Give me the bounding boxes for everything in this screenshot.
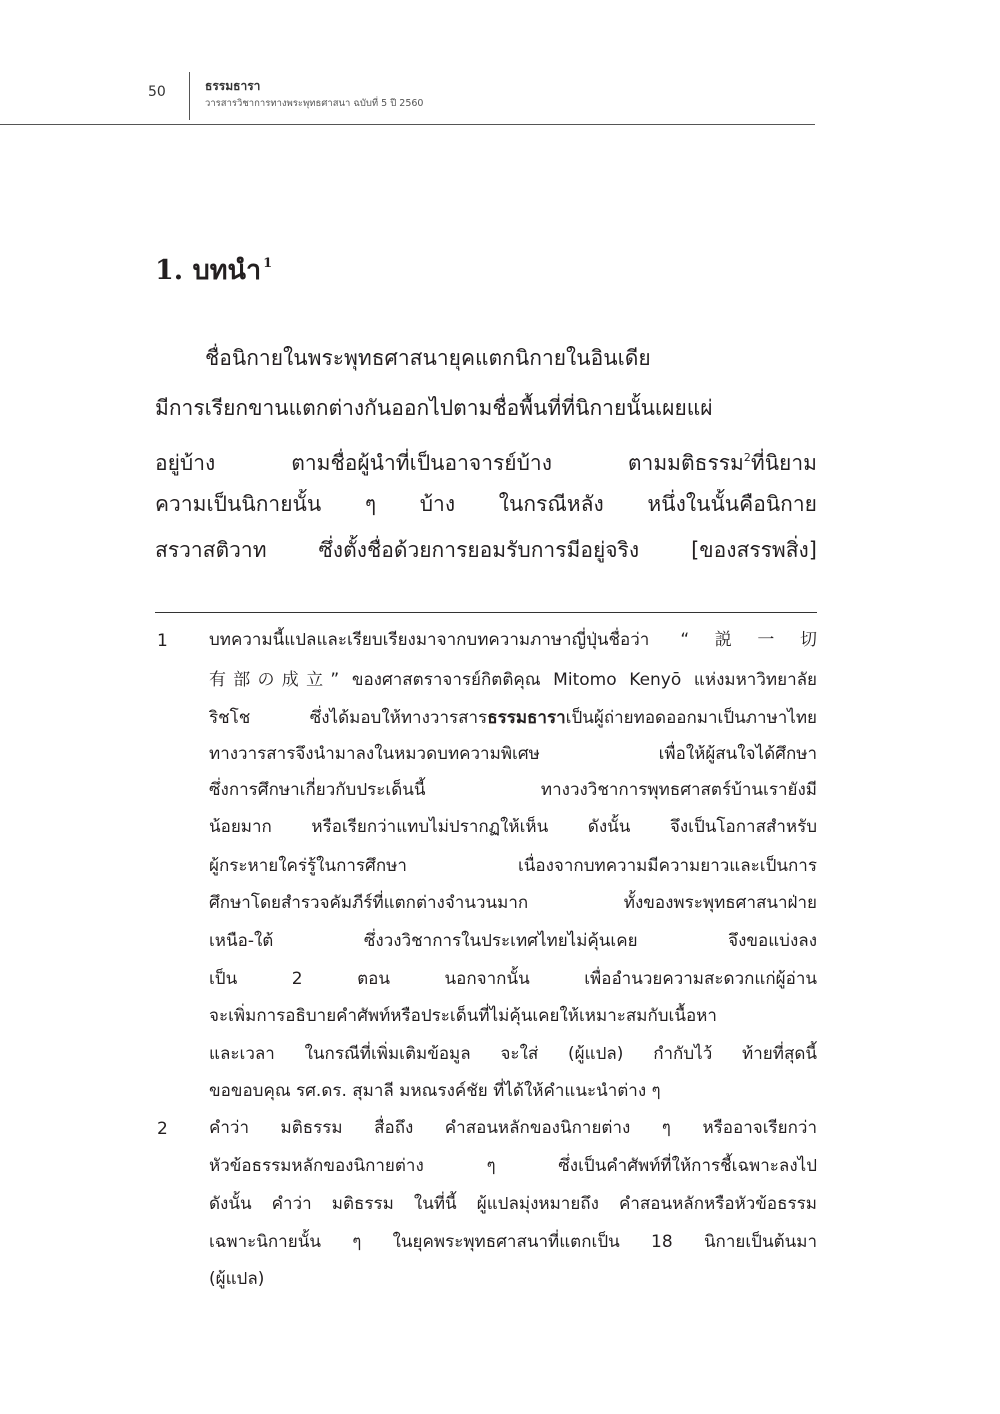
- footnote-line: หัวข้อธรรมหลักของนิกายต่าง ๆ ซึ่งเป็นคำศัพท์ที่ให้การชี้เฉพาะลงไป: [209, 1156, 817, 1176]
- footnote-line: และเวลา ในกรณีที่เพิ่มเติมข้อมูล จะใส่ (ผู้แปล) กำกับไว้ ท้ายที่สุดนี้: [209, 1044, 817, 1064]
- journal-name-bold: ธรรมธารา: [487, 708, 566, 728]
- section-heading: [155, 248, 272, 291]
- section-title: 1. บทนำ: [155, 255, 262, 286]
- header-rule: [0, 124, 815, 125]
- page-number: 50: [148, 84, 166, 100]
- footnote-text: ริชโช ซึ่งได้มอบให้ทางวารสาร: [209, 708, 488, 728]
- body-line-text: ที่นิยาม: [750, 451, 817, 475]
- footnote-line: คำว่า มติธรรม สื่อถึง คำสอนหลักของนิกายต่าง ๆ หรืออาจเรียกว่า: [209, 1118, 817, 1138]
- footnote-line: 有部の成立” ของศาสตราจารย์กิตติคุณ Mitomo Kenyō แห่งมหาวิทยาลัย: [209, 670, 817, 690]
- footnote-line: จะเพิ่มการอธิบายคำศัพท์หรือประเด็นที่ไม่คุ้นเคยให้เหมาะสมกับเนื้อหา: [209, 1006, 717, 1026]
- footnote-line: ผู้กระหายใคร่รู้ในการศึกษา เนื่องจากบทความมีความยาวและเป็นการ: [209, 856, 817, 876]
- body-line: สรวาสติวาท ซึ่งตั้งชื่อด้วยการยอมรับการมีอยู่จริง [ของสรรพสิ่ง]: [155, 538, 817, 562]
- footnote-line: บทความนี้แปลและเรียบเรียงมาจากบทความภาษาญี่ปุ่นชื่อว่า “説一切: [209, 630, 817, 650]
- body-line: มีการเรียกขานแตกต่างกันออกไปตามชื่อพื้นที่ที่นิกายนั้นเผยแผ่: [155, 396, 713, 420]
- footnote-line: ซึ่งการศึกษาเกี่ยวกับประเด็นนี้ ทางวงวิชาการพุทธศาสตร์บ้านเรายังมี: [209, 780, 817, 800]
- footnote-number: 1: [157, 631, 168, 651]
- footnote-line: ดังนั้น คำว่า มติธรรม ในที่นี้ ผู้แปลมุ่งหมายถึง คำสอนหลักหรือหัวข้อธรรม: [209, 1194, 817, 1214]
- footnote-rule: [155, 612, 817, 613]
- body-line-text: อยู่บ้าง ตามชื่อผู้นำที่เป็นอาจารย์บ้าง ตามมติธรรม: [155, 451, 744, 475]
- header-divider: [189, 72, 190, 120]
- footnote-line: (ผู้แปล): [209, 1269, 265, 1289]
- journal-name: ธรรมธารา: [205, 79, 261, 93]
- footnote-line: เป็น 2 ตอน นอกจากนั้น เพื่ออำนวยความสะดวกแก่ผู้อ่าน: [209, 969, 817, 989]
- footnote-line: ศึกษาโดยสำรวจคัมภีร์ที่แตกต่างจำนวนมาก ทั้งของพระพุทธศาสนาฝ่าย: [209, 893, 817, 913]
- footnote-text: เป็นผู้ถ่ายทอดออกมาเป็นภาษาไทย: [565, 708, 817, 728]
- footnote-ref-1[interactable]: 1: [263, 256, 273, 271]
- footnote-line: ทางวารสารจึงนำมาลงในหมวดบทความพิเศษ เพื่อให้ผู้สนใจได้ศึกษา: [209, 744, 817, 764]
- footnote-line: [209, 705, 817, 731]
- footnote-line: น้อยมาก หรือเรียกว่าแทบไม่ปรากฏให้เห็น ดังนั้น จึงเป็นโอกาสสำหรับ: [209, 817, 817, 837]
- footnote-ref-2[interactable]: 2: [743, 451, 751, 464]
- footnote-line: ขอขอบคุณ รศ.ดร. สุมาลี มหณรงค์ชัย ที่ได้ให้คำแนะนำต่าง ๆ: [209, 1081, 661, 1101]
- journal-subtitle: วารสารวิชาการทางพระพุทธศาสนา ฉบับที่ 5 ปี 2560: [205, 98, 424, 109]
- footnote-line: เหนือ-ใต้ ซึ่งวงวิชาการในประเทศไทยไม่คุ้นเคย จึงขอแบ่งลง: [209, 931, 817, 951]
- body-line: ชื่อนิกายในพระพุทธศาสนายุคแตกนิกายในอินเดีย: [205, 346, 651, 370]
- body-line: [155, 443, 817, 478]
- body-line: ความเป็นนิกายนั้น ๆ บ้าง ในกรณีหลัง หนึ่งในนั้นคือนิกาย: [155, 492, 817, 516]
- running-header: [0, 0, 1000, 126]
- footnote-line: เฉพาะนิกายนั้น ๆ ในยุคพระพุทธศาสนาที่แตกเป็น 18 นิกายเป็นต้นมา: [209, 1232, 817, 1252]
- footnote-number: 2: [157, 1119, 168, 1139]
